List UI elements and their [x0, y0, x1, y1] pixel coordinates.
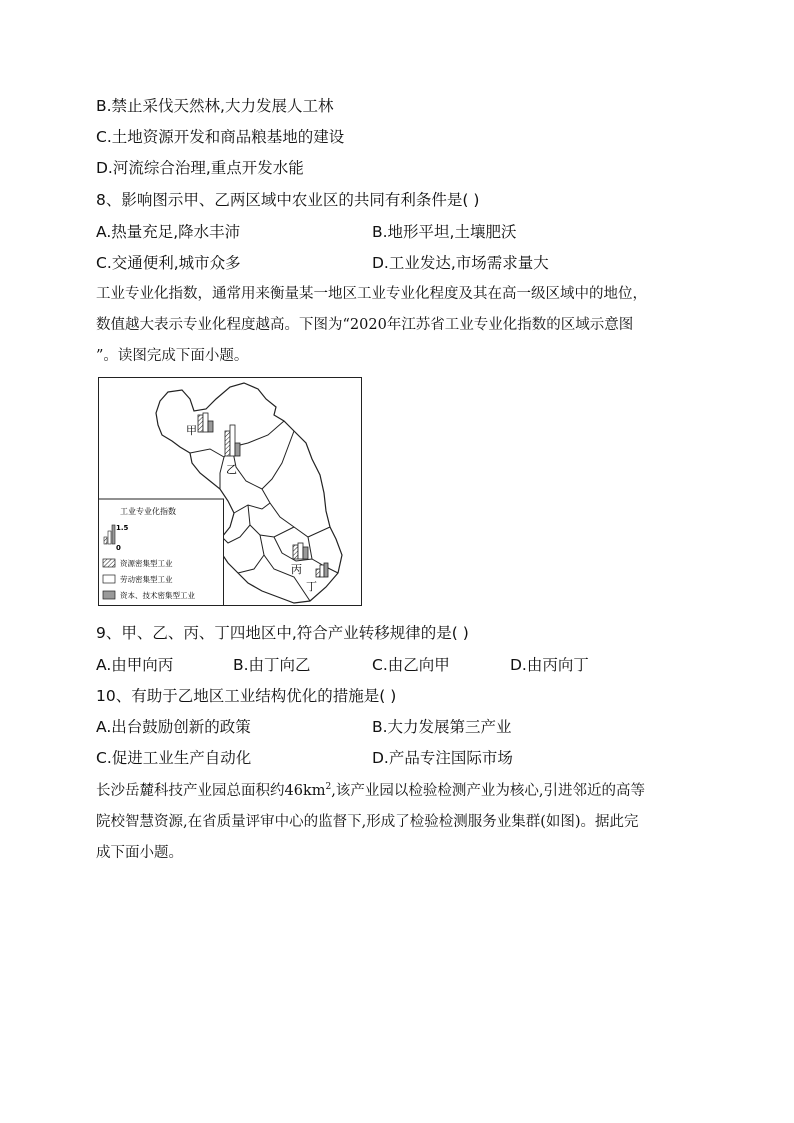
label-jia: 甲: [186, 424, 197, 437]
q9-option-d: D.由丙向丁: [510, 656, 589, 674]
legend-scale-bar: [112, 525, 115, 544]
q10-option-d: D.产品专注国际市场: [372, 749, 513, 767]
intro-line-2: 数值越大表示专业化程度越高。下图为“2020年江苏省工业专业化指数的区域示意图: [96, 317, 634, 333]
q9-stem: 9、甲、乙、丙、丁四地区中,符合产业转移规律的是( ): [96, 624, 469, 642]
q8-stem: 8、影响图示甲、乙两区域中农业区的共同有利条件是( ): [96, 191, 480, 209]
legend-swatch-labor: [103, 575, 115, 583]
intro-paragraph: [96, 279, 698, 372]
label-bing: 丙: [291, 563, 302, 576]
label-ding: 丁: [306, 580, 317, 593]
legend-item-resource: 资源密集型工业: [120, 559, 173, 568]
q10-option-a: A.出台鼓励创新的政策: [96, 718, 251, 736]
q9-option-a: A.由甲向丙: [96, 656, 174, 674]
legend-scale-bar: [104, 537, 107, 544]
q8-option-a: A.热量充足,降水丰沛: [96, 223, 241, 241]
jiangsu-industry-map: [98, 377, 362, 606]
legend-item-capital: 资本、技术密集型工业: [120, 591, 195, 600]
q8-option-d: D.工业发达,市场需求量大: [372, 254, 549, 272]
legend-title: 工业专业化指数: [120, 507, 176, 516]
q7-option-c: C.土地资源开发和商品粮基地的建设: [96, 128, 345, 146]
intro-line-3: ”。读图完成下面小题。: [96, 348, 249, 364]
legend-scale-min: 0: [116, 544, 121, 552]
next-intro-paragraph: [96, 772, 698, 869]
next-intro-line-2: 院校智慧资源,在省质量评审中心的监督下,形成了检验检测服务业集群(如图)。据此完: [96, 813, 639, 830]
q10-stem: 10、有助于乙地区工业结构优化的措施是( ): [96, 687, 397, 705]
legend-swatch-capital: [103, 591, 115, 599]
intro-line-1: 工业专业化指数，通常用来衡量某一地区工业专业化程度及其在高一级区域中的地位，: [96, 286, 647, 302]
q9-option-c: C.由乙向甲: [372, 656, 450, 674]
q8-option-c: C.交通便利,城市众多: [96, 254, 241, 272]
q7-option-b: B.禁止采伐天然林,大力发展人工林: [96, 97, 334, 115]
map-legend: [99, 499, 224, 606]
legend-scale-bar: [108, 531, 111, 544]
label-yi: 乙: [226, 463, 237, 476]
legend-item-labor: 劳动密集型工业: [120, 575, 173, 584]
q10-option-b: B.大力发展第三产业: [372, 718, 512, 736]
q9-option-b: B.由丁向乙: [233, 656, 311, 674]
legend-scale-max: 1.5: [116, 524, 129, 532]
legend-swatch-resource: [103, 559, 115, 567]
q8-option-b: B.地形平坦,土壤肥沃: [372, 223, 517, 241]
q10-option-c: C.促进工业生产自动化: [96, 749, 252, 767]
next-intro-line-3: 成下面小题。: [96, 844, 183, 861]
q7-option-d: D.河流综合治理,重点开发水能: [96, 159, 304, 177]
next-intro-line-1: 长沙岳麓科技产业园总面积约$46km^2$,该产业园以检验检测产业为核心,引进邻近的高等: [96, 782, 645, 799]
